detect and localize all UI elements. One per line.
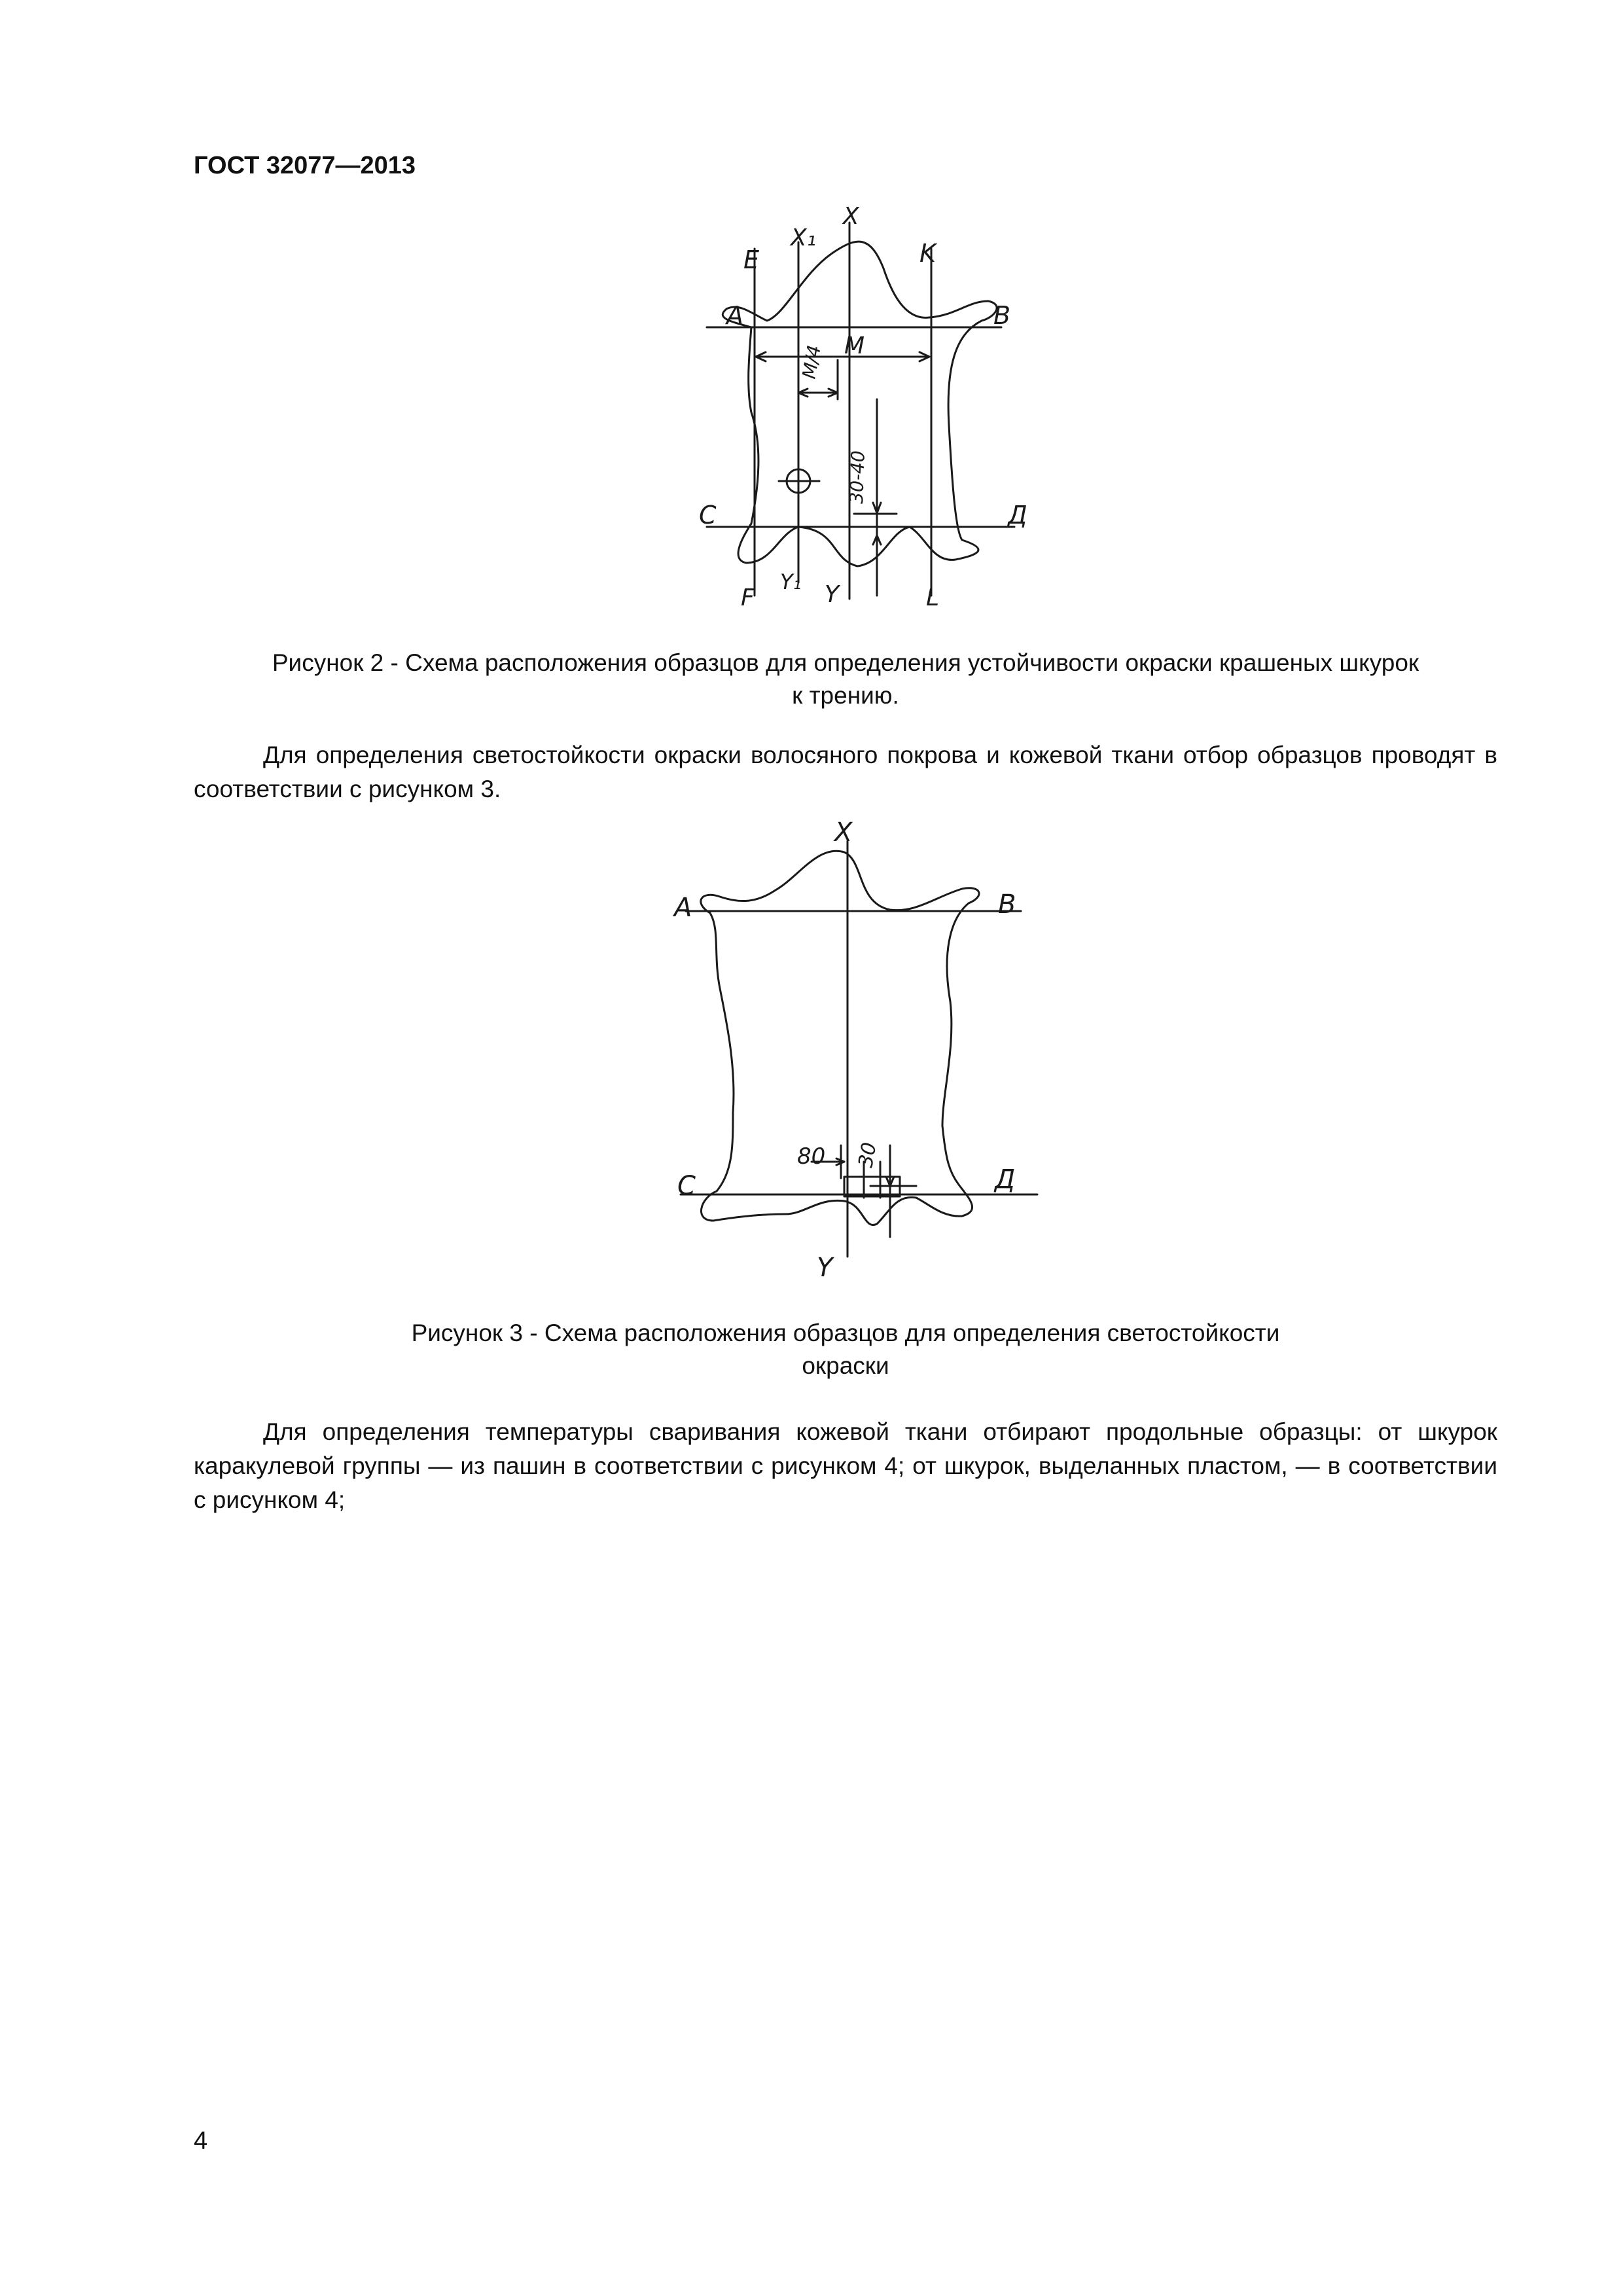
label-a: A xyxy=(674,893,692,923)
label-d: Д xyxy=(1008,501,1027,529)
label-b: B xyxy=(993,301,1011,330)
label-e: E xyxy=(743,245,760,274)
figure-2-diagram xyxy=(681,196,1060,615)
label-y: Y xyxy=(825,581,839,608)
figure-2-caption-line2: к трению. xyxy=(792,682,899,709)
figure-2-svg xyxy=(681,196,1060,615)
label-c: C xyxy=(677,1171,696,1201)
label-y: Y xyxy=(817,1253,833,1283)
label-x: X xyxy=(843,203,859,230)
label-b: B xyxy=(998,889,1016,920)
label-f: F xyxy=(741,584,755,611)
figure-3-diagram xyxy=(654,805,1067,1302)
hide-outline xyxy=(722,242,997,566)
label-l: L xyxy=(926,584,940,611)
paragraph-2: Для определения температуры сваривания кожевой ткани отбирают продольные образцы: от шкурок каракулевой группы — из пашин в соответствии с рисунком 4; от шкурок, выделанных пластом, — в соответствии с рисунком 4; xyxy=(194,1418,1497,1513)
page-number: 4 xyxy=(194,2127,208,2155)
figure-3-svg xyxy=(654,805,1067,1302)
paragraph-1: Для определения светостойкости окраски волосяного покрова и кожевой ткани отбор образцов проводят в соответствии с рисунком 3. xyxy=(194,742,1497,802)
figure-3-caption xyxy=(194,1317,1497,1382)
label-d: Д xyxy=(995,1164,1016,1194)
label-80: 80 xyxy=(797,1143,826,1170)
label-k: K xyxy=(919,239,936,268)
label-m4: M/4 xyxy=(798,343,825,381)
figure-3-caption-line2: окраски xyxy=(802,1352,889,1379)
label-x: X xyxy=(834,817,853,848)
figure-2-caption xyxy=(194,647,1497,712)
label-y1: Y₁ xyxy=(780,569,802,594)
label-a: A xyxy=(726,301,743,330)
label-m: M xyxy=(844,332,865,359)
document-header: ГОСТ 32077—2013 xyxy=(194,152,416,179)
label-x1: X₁ xyxy=(791,224,817,251)
figure-3-caption-line1: Рисунок 3 - Схема расположения образцов для определения светостойкости xyxy=(411,1319,1280,1346)
label-30: 30 xyxy=(854,1140,882,1170)
figure-2-caption-line1: Рисунок 2 - Схема расположения образцов для определения устойчивости окраски крашеных шкурок xyxy=(272,649,1419,676)
hide-outline xyxy=(701,851,979,1225)
label-30-40: 30-40 xyxy=(846,450,869,505)
label-c: C xyxy=(699,501,717,529)
